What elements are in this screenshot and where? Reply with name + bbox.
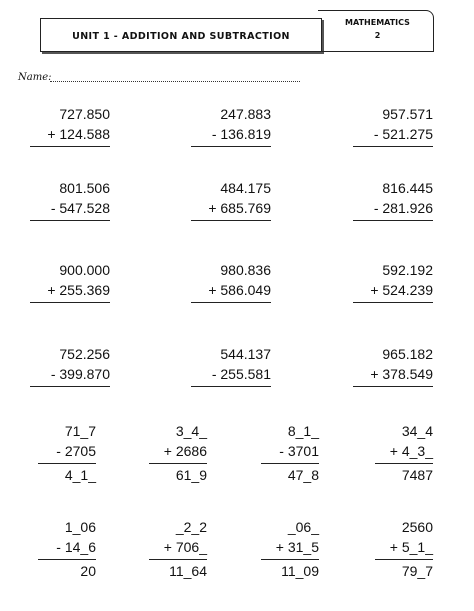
answer-line xyxy=(353,220,433,221)
top-number: 484.175 xyxy=(220,180,271,196)
bottom-number: - 2705 xyxy=(56,443,96,459)
problem-block xyxy=(261,421,319,485)
unit-title-box xyxy=(40,18,322,52)
result-number: 7487 xyxy=(401,467,433,483)
top-number: 965.182 xyxy=(382,346,433,362)
problem-block xyxy=(191,260,271,304)
bottom-number: + 685.769 xyxy=(208,200,271,216)
bottom-number: - 399.870 xyxy=(50,366,110,382)
top-number: 957.571 xyxy=(382,106,433,122)
problem-block xyxy=(375,421,433,485)
top-number: _2_2 xyxy=(175,519,207,535)
problem-block xyxy=(191,344,271,388)
bottom-number: + 378.549 xyxy=(370,366,433,382)
problem-block xyxy=(38,421,96,485)
bottom-number: - 3701 xyxy=(279,443,319,459)
result-number: 11_64 xyxy=(169,563,207,579)
bottom-number: + 255.369 xyxy=(47,282,110,298)
problem-block xyxy=(30,344,110,388)
bottom-number: + 2686 xyxy=(163,443,207,459)
top-number: 752.256 xyxy=(59,346,110,362)
top-number: 1_06 xyxy=(64,519,96,535)
name-field[interactable] xyxy=(50,81,300,82)
result-number: 47_8 xyxy=(287,467,319,483)
answer-line xyxy=(191,146,271,147)
problem-block xyxy=(261,517,319,581)
problem-block xyxy=(353,260,433,304)
answer-line xyxy=(191,386,271,387)
top-number: 801.506 xyxy=(59,180,110,196)
answer-line xyxy=(375,463,433,464)
answer-line xyxy=(353,386,433,387)
bottom-number: - 281.926 xyxy=(373,200,433,216)
result-number: 61_9 xyxy=(175,467,207,483)
problem-block xyxy=(353,344,433,388)
answer-line xyxy=(30,220,110,221)
answer-line xyxy=(191,220,271,221)
subject-number: 2 xyxy=(374,31,381,40)
top-number: 980.836 xyxy=(220,262,271,278)
bottom-number: + 124.588 xyxy=(47,126,110,142)
top-number: 2560 xyxy=(401,519,433,535)
top-number: 247.883 xyxy=(220,106,271,122)
bottom-number: - 547.528 xyxy=(50,200,110,216)
result-number: 20 xyxy=(80,563,96,579)
bottom-number: + 31_5 xyxy=(275,539,319,555)
problem-block xyxy=(38,517,96,581)
answer-line xyxy=(375,559,433,560)
answer-line xyxy=(261,559,319,560)
result-number: 11_09 xyxy=(281,563,319,579)
top-number: 71_7 xyxy=(64,423,96,439)
answer-line xyxy=(38,463,96,464)
name-label: Name: xyxy=(18,72,52,83)
answer-line xyxy=(38,559,96,560)
top-number: 816.445 xyxy=(382,180,433,196)
answer-line xyxy=(149,463,207,464)
problem-block xyxy=(353,178,433,222)
top-number: 8_1_ xyxy=(287,423,319,439)
problem-block xyxy=(30,104,110,148)
answer-line xyxy=(30,146,110,147)
answer-line xyxy=(261,463,319,464)
answer-line xyxy=(149,559,207,560)
top-number: 592.192 xyxy=(382,262,433,278)
result-number: 79_7 xyxy=(401,563,433,579)
bottom-number: - 255.581 xyxy=(211,366,271,382)
subject-tab xyxy=(322,10,434,52)
problem-block xyxy=(149,421,207,485)
top-number: 544.137 xyxy=(220,346,271,362)
top-number: 3_4_ xyxy=(175,423,207,439)
answer-line xyxy=(191,302,271,303)
answer-line xyxy=(30,302,110,303)
top-number: 727.850 xyxy=(59,106,110,122)
answer-line xyxy=(353,302,433,303)
problem-block xyxy=(191,104,271,148)
result-number: 4_1_ xyxy=(64,467,96,483)
top-number: 900.000 xyxy=(59,262,110,278)
unit-title: UNIT 1 - ADDITION AND SUBTRACTION xyxy=(72,31,290,42)
top-number: _06_ xyxy=(287,519,319,535)
bottom-number: + 706_ xyxy=(163,539,207,555)
answer-line xyxy=(30,386,110,387)
problem-block xyxy=(30,260,110,304)
bottom-number: - 521.275 xyxy=(373,126,433,142)
problem-block xyxy=(191,178,271,222)
bottom-number: + 524.239 xyxy=(370,282,433,298)
bottom-number: + 4_3_ xyxy=(389,443,433,459)
top-number: 34_4 xyxy=(401,423,433,439)
bottom-number: + 5_1_ xyxy=(389,539,433,555)
bottom-number: + 586.049 xyxy=(208,282,271,298)
bottom-number: - 14_6 xyxy=(56,539,96,555)
problem-block xyxy=(375,517,433,581)
answer-line xyxy=(353,146,433,147)
subject-label: MATHEMATICS xyxy=(345,18,410,27)
problem-block xyxy=(30,178,110,222)
bottom-number: - 136.819 xyxy=(211,126,271,142)
problem-block xyxy=(353,104,433,148)
problem-block xyxy=(149,517,207,581)
